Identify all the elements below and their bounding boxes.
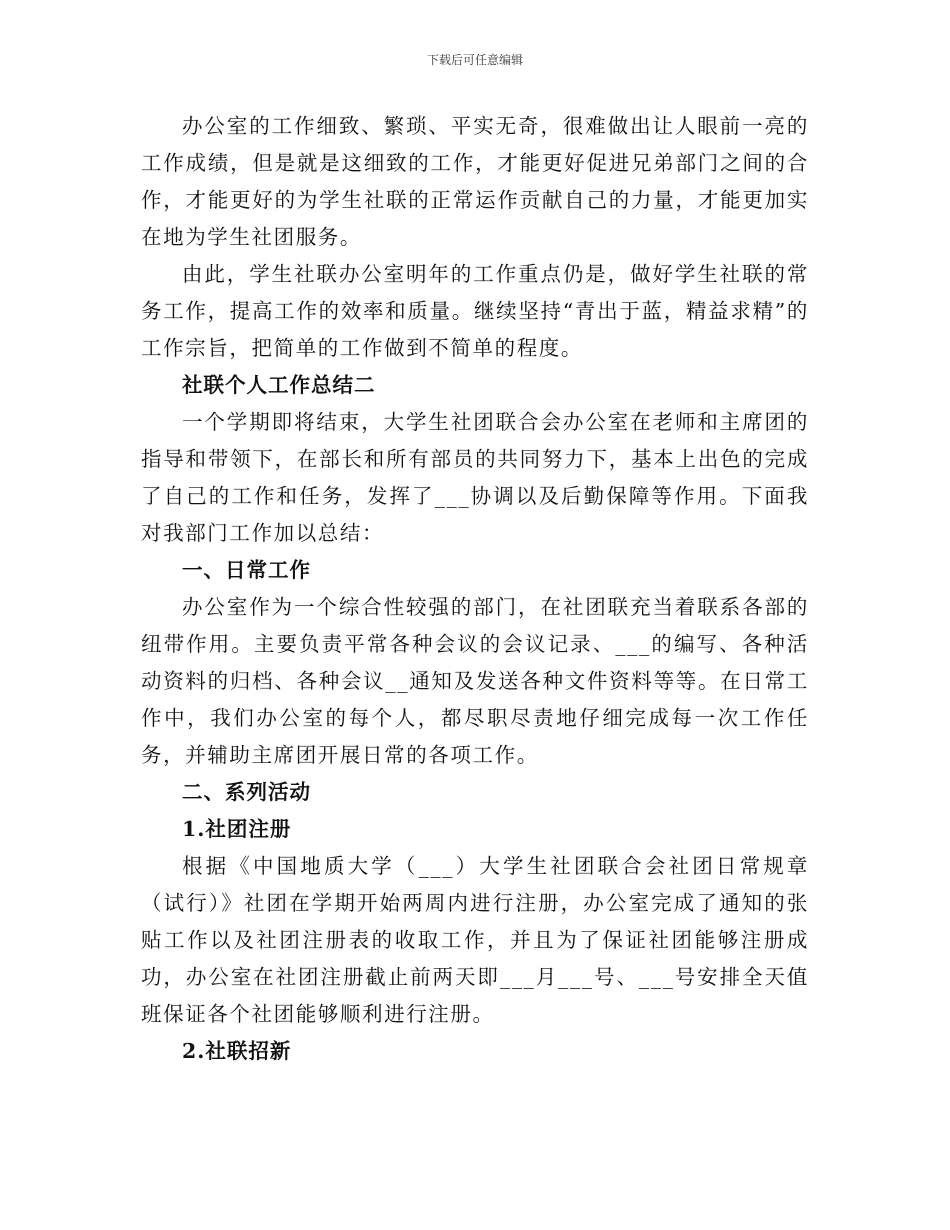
- paragraph-daily-work: 办公室作为一个综合性较强的部门，在社团联充当着联系各部的纽带作用。主要负责平常各种会议的会议记录、___的编写、各种活动资料的归档、各种会议__通知及发送各种文件资料等等。在日常工作中，我们办公室的每个人，都尽职尽责地仔细完成每一次工作任务，并辅助主席团开展日常的各项工作。: [141, 595, 809, 767]
- paragraph-club-registration: 根据《中国地质大学（___）大学生社团联合会社团日常规章（试行）》社团在学期开始两周内进行注册，办公室完成了通知的张贴工作以及社团注册表的收取工作，并且为了保证社团能够注册成功，办公室在社团注册截止前两天即___月___号、___号安排全天值班保证各个社团能够顺利进行注册。: [141, 854, 809, 1026]
- paragraph-office-work: 办公室的工作细致、繁琐、平实无奇，很难做出让人眼前一亮的工作成绩，但是就是这细致的工作，才能更好促进兄弟部门之间的合作，才能更好的为学生社联的正常运作贡献自己的力量，才能更加实在地为学生社团服务。: [141, 114, 809, 249]
- paragraph-next-year-focus: 由此，学生社联办公室明年的工作重点仍是，做好学生社联的常务工作，提高工作的效率和质量。继续坚持“青出于蓝，精益求精”的工作宗旨，把简单的工作做到不简单的程度。: [141, 262, 809, 360]
- paragraph-semester-intro: 一个学期即将结束，大学生社团联合会办公室在老师和主席团的指导和带领下，在部长和所有部员的共同努力下，基本上出色的完成了自己的工作和任务，发挥了___协调以及后勤保障等作用。下面我对我部门工作加以总结：: [141, 410, 809, 545]
- heading-series-activities: 二、系列活动: [182, 780, 311, 804]
- section-title-summary-two: 社联个人工作总结二: [182, 373, 376, 397]
- document-body: [141, 108, 809, 1070]
- page-header: 下载后可任意编辑: [426, 53, 523, 67]
- heading-daily-work: 一、日常工作: [182, 558, 311, 582]
- heading-club-registration: 1.社团注册: [182, 817, 292, 841]
- heading-recruitment: 2.社联招新: [182, 1039, 292, 1063]
